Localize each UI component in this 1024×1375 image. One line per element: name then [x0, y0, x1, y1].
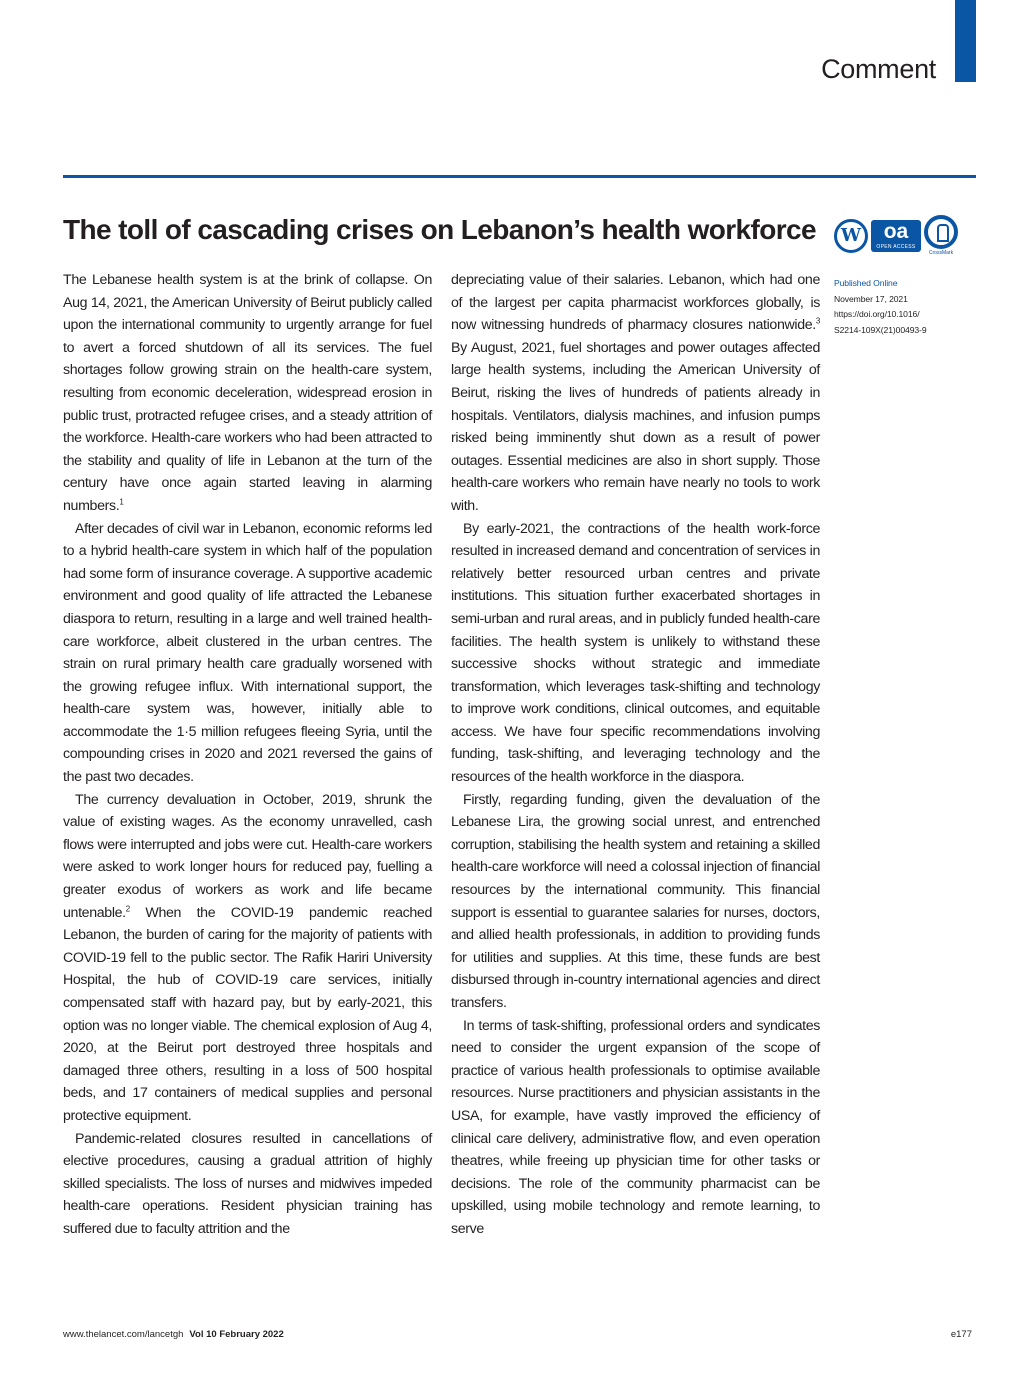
- reference-link[interactable]: 3: [815, 316, 820, 326]
- right-column: [451, 269, 820, 1241]
- paragraph: Pandemic-related closures resulted in cancellations of elective procedures, causing a gradual attrition of highly skilled specialists. The loss of nurses and midwives impeded health-care operations. Resident physician training has suffered due to faculty attrition and the: [63, 1130, 432, 1237]
- left-column: [63, 269, 432, 1241]
- section-color-tab: [955, 0, 976, 82]
- crossmark-ring: [924, 215, 958, 249]
- published-online-label: Published Online: [834, 278, 898, 288]
- section-label: Comment: [821, 54, 936, 84]
- wellcome-trust-icon: [834, 219, 868, 253]
- publication-date: November 17, 2021: [834, 293, 908, 304]
- doi-link-continued[interactable]: S2214-109X(21)00493-9: [834, 324, 927, 335]
- doi-link[interactable]: https://doi.org/10.1016/: [834, 309, 920, 319]
- article-title: The toll of cascading crises on Lebanon’s health workforce: [63, 214, 817, 245]
- paragraph: The Lebanese health system is at the brink of collapse. On Aug 14, 2021, the American University of Beirut publicly called upon the international community to urgently arrange for fuel to avert a forced shutdown of all its services. The fuel shortages follow growing strain on the health-care system, resulting from economic deceleration, widespread erosion in public trust, protracted refugee crises, and a steady attrition of the workforce. Health-care workers who had been attracted to the stability and quality of life in Lebanon at the turn of the century have once again started leaving in alarming numbers.$^1$: [63, 272, 432, 514]
- journal-url[interactable]: www.thelancet.com/lancetgh: [63, 1329, 184, 1340]
- wt-letter: W: [840, 224, 862, 246]
- header-rule: [63, 175, 976, 178]
- paragraph: Firstly, regarding funding, given the devaluation of the Lebanese Lira, the growing social unrest, and entrenched corruption, stabilising the health system and retaining a skilled health-care workforce will need a colossal injection of financial resources by the international community. This financial support is essential to guarantee salaries for nurses, doctors, and allied health professionals, in addition to providing funds for utilities and supplies. At this time, these funds are best disbursed through in-country international agencies and direct transfers.: [451, 791, 820, 1011]
- article-badges: [834, 215, 958, 256]
- page-number: e177: [950, 1329, 972, 1340]
- paragraph: depreciating value of their salaries. Lebanon, which had one of the largest per capita pharmacist workforces globally, is now witnessing hundreds of pharmacy closures nationwide.$^3$ By August, 2021, fuel shortages and power outages affected large health systems, including the American University of Beirut, risking the lives of hundreds of patients already in hospitals. Ventilators, dialysis machines, and infusion pumps risked being imminently shut down as a result of power outages. Essential medicines are also in short supply. Those health-care workers who remain have nearly no tools to work with.: [451, 272, 820, 514]
- crossmark-label: CrossMark: [928, 250, 954, 256]
- paragraph: In terms of task-shifting, professional orders and syndicates need to consider the urgent expansion of the scope of practice of various health professionals to optimise available resources. Nurse practitioners and physician assistants in the USA, for example, have vastly improved the efficiency of clinical care delivery, administrative flow, and even operation theatres, while freeing up physician time for other tasks or decisions. The role of the community pharmacist can be upskilled, using mobile technology and remote learning, to serve: [451, 1017, 820, 1237]
- oa-text: oa: [883, 219, 909, 243]
- volume-issue: Vol 10 February 2022: [189, 1329, 284, 1340]
- publication-sidenote: [834, 276, 927, 338]
- footer-left: [63, 1329, 284, 1340]
- paragraph: By early-2021, the contractions of the health work-force resulted in increased demand and concentration of services in relatively better resourced urban centres and private institutions. This situation further exacerbated shortages in semi-urban and rural areas, and in publicly funded health-care facilities. The health system is unlikely to withstand these successive shocks without strategic and immediate transformation, which leverages task-shifting and technology to improve work conditions, clinical outcomes, and equitable access. We have four specific recommendations involving funding, task-shifting, and leveraging technology and the resources of the health workforce in the diaspora.: [451, 520, 820, 786]
- paragraph: After decades of civil war in Lebanon, economic reforms led to a hybrid health-care system in which half of the population had some form of insurance coverage. A supportive academic environment and good quality of life attracted the Lebanese diaspora to return, resulting in a large and well trained health-care workforce, albeit clustered in the urban centres. The strain on rural primary health care gradually worsened with the growing refugee influx. With international support, the health-care system was, however, initially able to accommodate the 1·5 million refugees fleeing Syria, until the compounding crises in 2020 and 2021 reversed the gains of the past two decades.: [63, 520, 432, 786]
- reference-link[interactable]: 2: [125, 903, 130, 913]
- oa-subtext: OPEN ACCESS: [876, 243, 916, 250]
- paragraph: The currency devaluation in October, 2019, shrunk the value of existing wages. As the economy unravelled, cash flows were interrupted and jobs were cut. Health-care workers were asked to work longer hours for reduced pay, fuelling a greater exodus of workers as work and life became untenable.$^2$ When the COVID-19 pandemic reached Lebanon, the burden of caring for the majority of patients with COVID-19 fell to the public sector. The Rafik Hariri University Hospital, the hub of COVID-19 care services, initially compensated staff with hazard pay, but by early-2021, this option was no longer viable. The chemical explosion of Aug 4, 2020, at the Beirut port destroyed three hospitals and damaged three others, resulting in a loss of 500 hospital beds, and 17 containers of medical supplies and personal protective equipment.: [63, 791, 432, 1124]
- reference-link[interactable]: 1: [119, 497, 124, 507]
- open-access-icon: [871, 220, 921, 252]
- crossmark-icon[interactable]: [924, 215, 958, 256]
